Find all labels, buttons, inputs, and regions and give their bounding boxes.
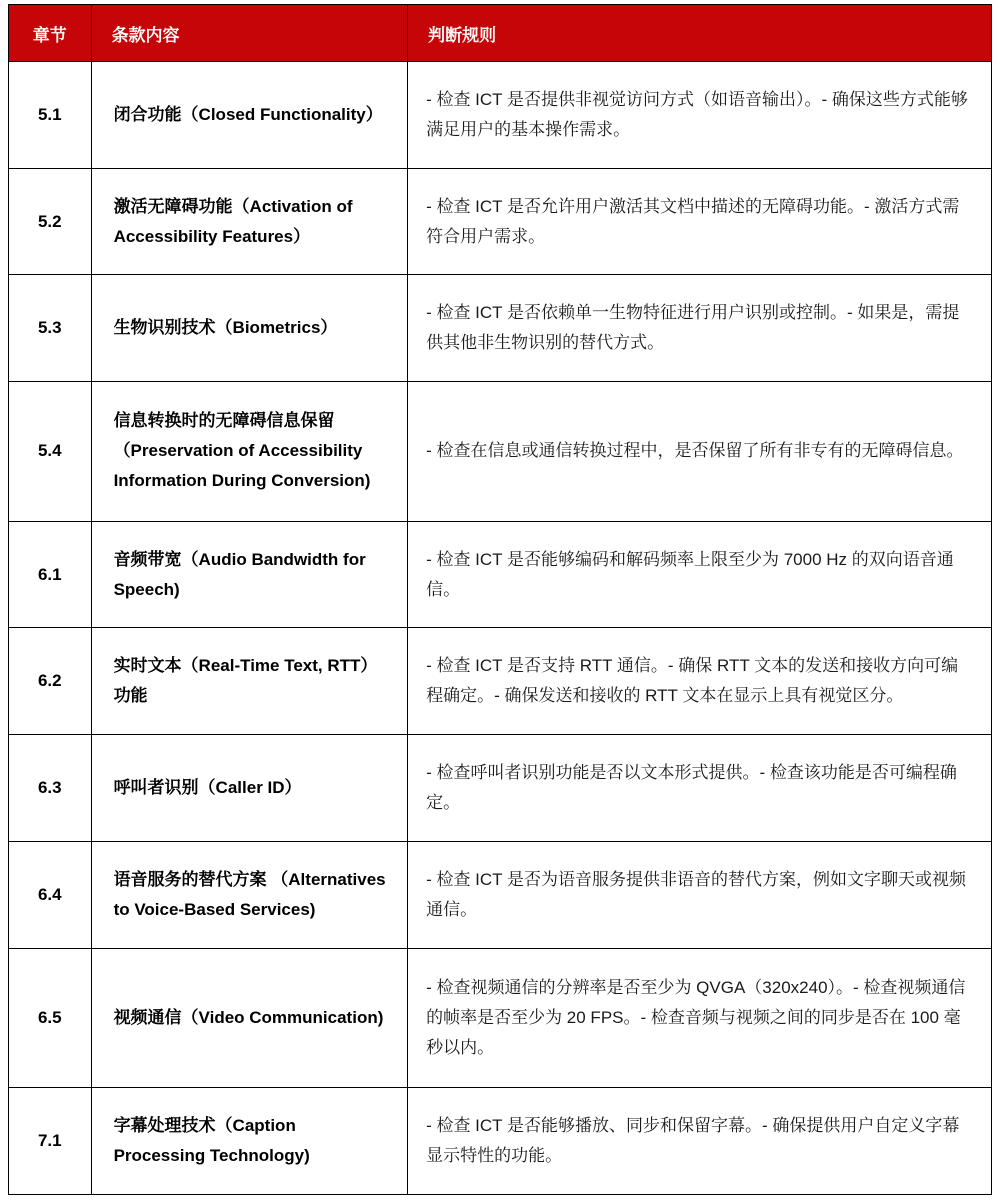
table-header-row [9,5,992,62]
table-row [9,628,992,735]
clause-cell: 信息转换时的无障碍信息保留 （Preservation of Accessibility Information During Conversion) [91,382,408,522]
table-row [9,735,992,842]
section-cell: 5.2 [9,168,92,275]
clause-cell: 激活无障碍功能（Activation of Accessibility Features） [91,168,408,275]
section-cell: 5.4 [9,382,92,522]
section-cell: 6.2 [9,628,92,735]
section-cell: 5.3 [9,275,92,382]
section-cell: 7.1 [9,1088,92,1195]
clause-cell: 音频带宽（Audio Bandwidth for Speech) [91,521,408,628]
rule-cell: - 检查 ICT 是否为语音服务提供非语音的替代方案，例如文字聊天或视频通信。 [408,841,992,948]
table-row [9,168,992,275]
section-cell: 6.1 [9,521,92,628]
table-row [9,62,992,169]
rule-cell: - 检查 ICT 是否能够编码和解码频率上限至少为 7000 Hz 的双向语音通信。 [408,521,992,628]
table-row [9,521,992,628]
column-header-rule: 判断规则 [408,5,992,62]
clause-cell: 视频通信（Video Communication) [91,948,408,1088]
table-row [9,948,992,1088]
rule-cell: - 检查在信息或通信转换过程中，是否保留了所有非专有的无障碍信息。 [408,382,992,522]
clause-cell: 生物识别技术（Biometrics） [91,275,408,382]
table-row [9,382,992,522]
clause-cell: 语音服务的替代方案 （Alternatives to Voice-Based Services) [91,841,408,948]
clause-cell: 闭合功能（Closed Functionality） [91,62,408,169]
rule-cell: - 检查 ICT 是否支持 RTT 通信。- 确保 RTT 文本的发送和接收方向可编程确定。- 确保发送和接收的 RTT 文本在显示上具有视觉区分。 [408,628,992,735]
table-row [9,841,992,948]
clause-cell: 呼叫者识别（Caller ID） [91,735,408,842]
clause-cell: 实时文本（Real-Time Text, RTT）功能 [91,628,408,735]
rule-cell: - 检查呼叫者识别功能是否以文本形式提供。- 检查该功能是否可编程确定。 [408,735,992,842]
rule-cell: - 检查 ICT 是否允许用户激活其文档中描述的无障碍功能。- 激活方式需符合用户需求。 [408,168,992,275]
rule-cell: - 检查 ICT 是否依赖单一生物特征进行用户识别或控制。- 如果是，需提供其他非生物识别的替代方式。 [408,275,992,382]
rule-cell: - 检查 ICT 是否能够播放、同步和保留字幕。- 确保提供用户自定义字幕显示特性的功能。 [408,1088,992,1195]
rule-cell: - 检查视频通信的分辨率是否至少为 QVGA（320x240）。- 检查视频通信的帧率是否至少为 20 FPS。- 检查音频与视频之间的同步是否在 100 毫秒以内。 [408,948,992,1088]
clause-cell: 字幕处理技术（Caption Processing Technology) [91,1088,408,1195]
section-cell: 5.1 [9,62,92,169]
column-header-clause: 条款内容 [91,5,408,62]
accessibility-clauses-table [8,4,992,1195]
rule-cell: - 检查 ICT 是否提供非视觉访问方式（如语音输出）。- 确保这些方式能够满足用户的基本操作需求。 [408,62,992,169]
column-header-section: 章节 [9,5,92,62]
section-cell: 6.3 [9,735,92,842]
table-row [9,1088,992,1195]
section-cell: 6.4 [9,841,92,948]
table-row [9,275,992,382]
section-cell: 6.5 [9,948,92,1088]
